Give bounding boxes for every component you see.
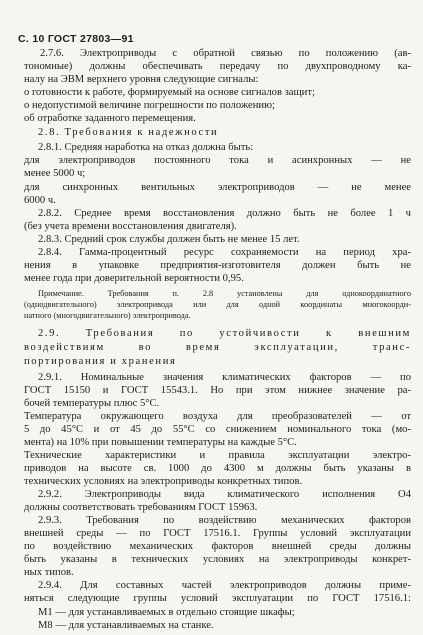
text-line: о готовности к работе, формируемый на основе сигналов защит; — [24, 87, 315, 98]
text-line: по воздействию механических факторов внешней среды должны — [24, 541, 411, 552]
text-line: ГОСТ 15150 и ГОСТ 15543.1. Но при этом нижнее значение ра- — [24, 385, 411, 396]
text-line: для синхронных вентильных электроприводов — не менее — [24, 182, 411, 193]
text-line: нения в упаковке предприятия-изготовителя должен быть не — [24, 260, 411, 271]
text-line: М8 — для устанавливаемых на станке. — [38, 620, 214, 631]
text-line: 2.8.4. Гамма-процентный ресурс сохраняемости на период хра- — [38, 247, 411, 258]
text-line: 2.9.4. Для составных частей электроприводов должны приме- — [38, 580, 411, 591]
text-line: об отработке заданного перемещения. — [24, 113, 196, 124]
text-line: мента) на 10% при повышении температуры на каждые 5°С. — [24, 437, 297, 448]
section-heading-line: портирования и хранения — [24, 356, 177, 367]
text-line: Технические характеристики и правила эксплуатации электро- — [24, 450, 411, 461]
text-line: 2.9.3. Требования по воздействию механических факторов — [38, 515, 411, 526]
note-line: (однодвигательного) электропривода или для одной координаты многокоорди- — [24, 300, 411, 309]
page-header: С. 10 ГОСТ 27803—91 — [18, 33, 134, 45]
text-line: 2.9.2. Электроприводы вида климатического исполнения О4 — [38, 489, 411, 500]
text-line: бочей температуры плюс 5°С. — [24, 398, 160, 409]
note-line: натного (многодвигательного) электропривода. — [24, 311, 191, 320]
text-line: технических условиях на электроприводы конкретных типов. — [24, 476, 303, 487]
text-line: о недопустимой величине погрешности по положению; — [24, 100, 275, 111]
text-line: менее года при доверительной вероятности 0,95. — [24, 273, 244, 284]
text-line: 2.8.2. Среднее время восстановления должно быть не более 1 ч — [38, 208, 411, 219]
section-heading-line: 2.9. Требования по устойчивости к внешним — [38, 328, 411, 339]
note-line: Примечание. Требования п. 2.8 установлены для однокоординатного — [38, 289, 411, 298]
text-line: менее 5000 ч; — [24, 168, 86, 179]
text-line: должны соответствовать требованиям ГОСТ 15963. — [24, 502, 258, 513]
text-line: 2.8.1. Средняя наработка на отказ должна быть: — [38, 142, 254, 153]
text-line: приводов на высоте св. 1000 до 4300 м должны быть указаны в — [24, 463, 411, 474]
text-line: тономные) должны обеспечивать передачу по двухпроводному ка- — [24, 61, 411, 72]
text-line: 2.7.6. Электроприводы с обратной связью по положению (ав- — [40, 48, 411, 59]
section-heading-line: 2.8. Требования к надежности — [38, 127, 219, 138]
text-line: 2.9.1. Номинальные значения климатических факторов — по — [38, 372, 411, 383]
text-line: (без учета времени восстановления двигателя). — [24, 221, 237, 232]
text-line: внешней среды — по ГОСТ 17516.1. Группы условий эксплуатации — [24, 528, 411, 539]
text-line: ных типов. — [24, 567, 74, 578]
text-line: быть указаны в технических условиях на электроприводы конкрет- — [24, 554, 411, 565]
text-line: 6000 ч. — [24, 195, 56, 206]
text-line: Температура окружающего воздуха для преобразователей — от — [24, 411, 411, 422]
text-line: М1 — для устанавливаемых в отдельно стоящие шкафы; — [38, 607, 295, 618]
text-line: 2.8.3. Средний срок службы должен быть не менее 15 лет. — [38, 234, 300, 245]
text-line: налу на ЭВМ верхнего уровня следующие сигналы: — [24, 74, 259, 85]
section-heading-line: воздействиям во время эксплуатации, транс- — [24, 342, 411, 353]
text-line: для электроприводов постоянного тока и асинхронных — не — [24, 155, 411, 166]
text-line: няться следующие группы условий эксплуатации по ГОСТ 17516.1: — [24, 593, 411, 604]
text-line: 5 до 45°С и от 45 до 55°С со снижением номинального тока (мо- — [24, 424, 411, 435]
